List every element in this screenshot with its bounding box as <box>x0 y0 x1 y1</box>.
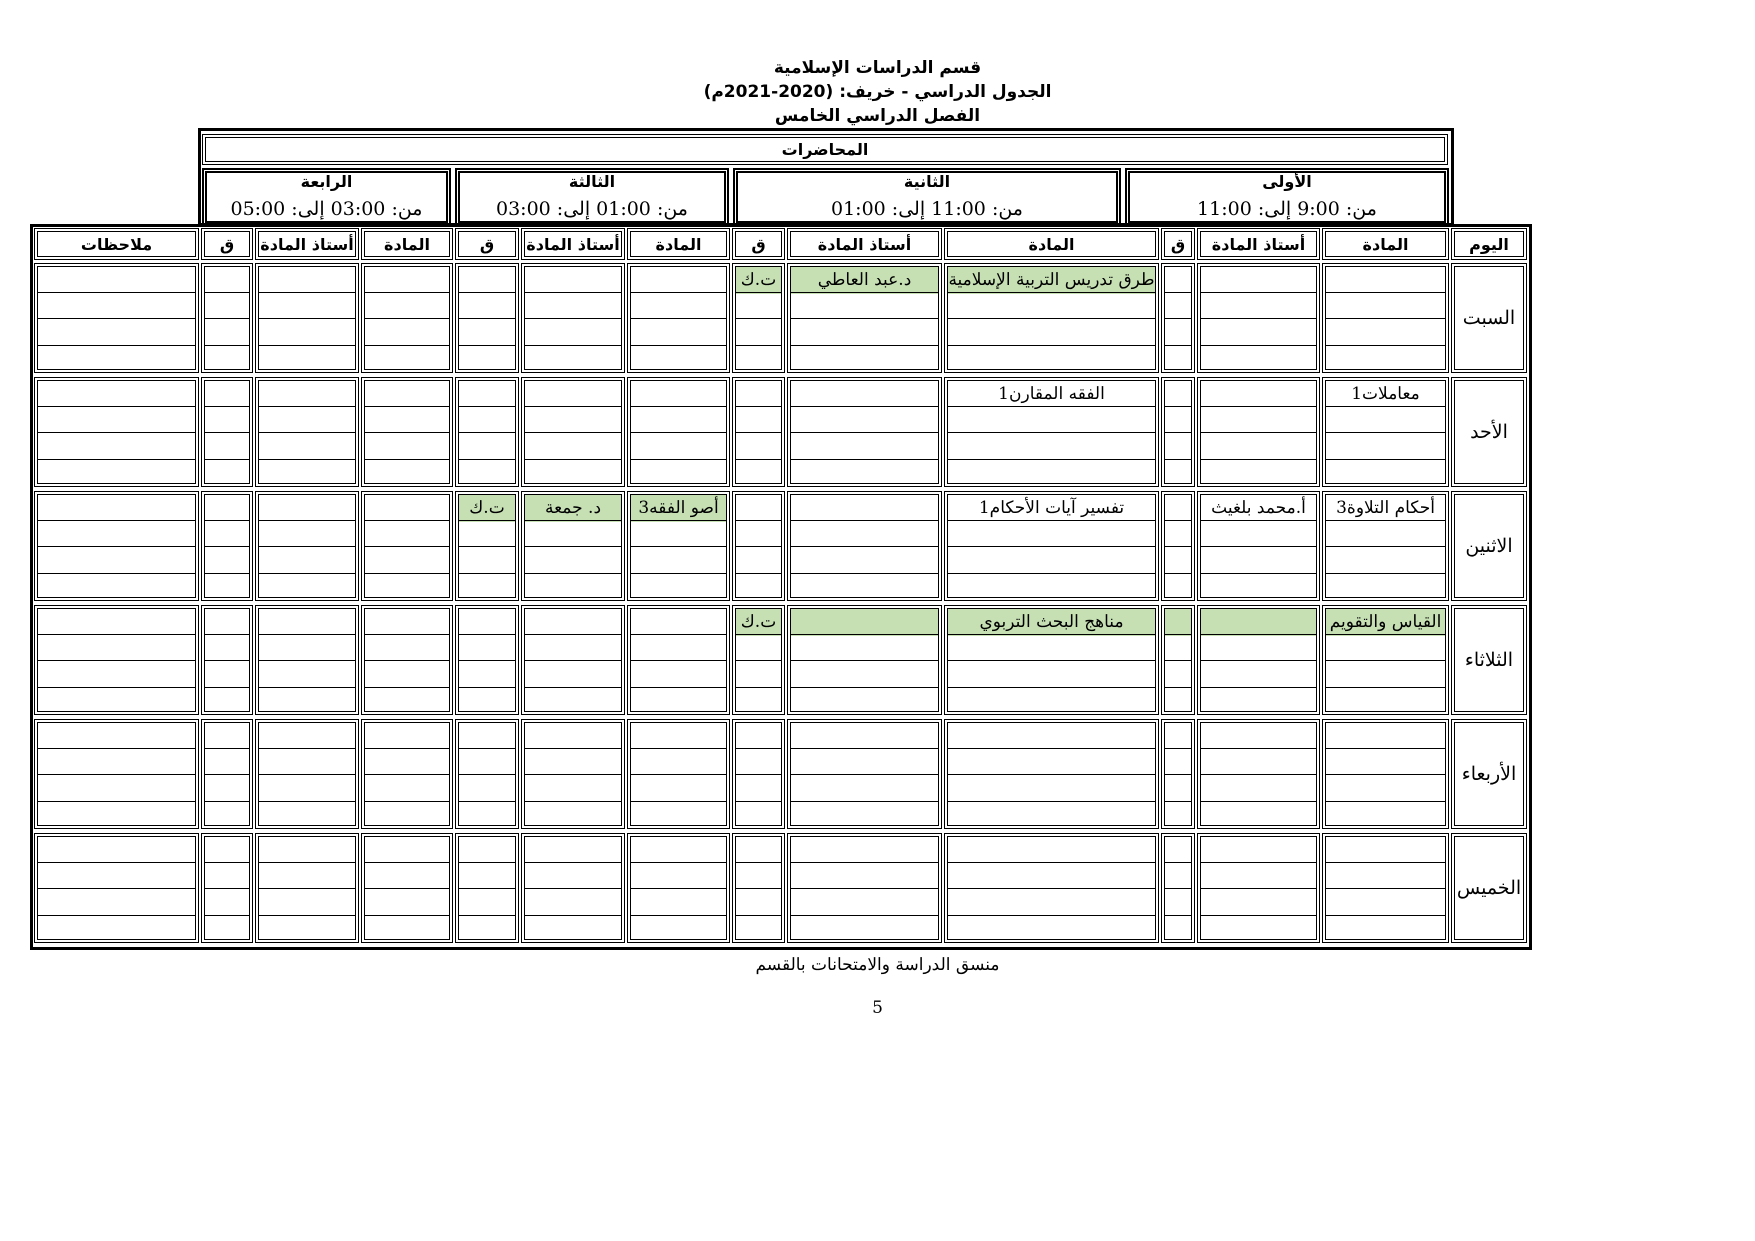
row-line <box>1326 573 1445 574</box>
row-line <box>631 573 726 574</box>
row-line <box>948 318 1155 319</box>
row-line <box>459 660 515 661</box>
row-line <box>736 546 781 547</box>
row-line <box>365 459 449 460</box>
column-header-room3: ق <box>455 228 519 260</box>
row-line <box>205 660 249 661</box>
row-line <box>38 459 195 460</box>
row-line <box>1165 862 1191 863</box>
row-line <box>631 687 726 688</box>
row-line <box>38 774 195 775</box>
column-header-teacher3: أستاذ المادة <box>521 228 625 260</box>
period-time-1: من: 9:00 إلى: 11:00 <box>1197 198 1377 220</box>
row-line <box>631 546 726 547</box>
period-name-4: الرابعة <box>300 172 353 191</box>
row-line <box>459 459 515 460</box>
row-line <box>459 888 515 889</box>
row-line <box>525 573 621 574</box>
row-line <box>1326 318 1445 319</box>
row-line <box>631 406 726 407</box>
day-name: الأحد <box>1470 421 1508 443</box>
row-line <box>205 862 249 863</box>
row-line <box>38 915 195 916</box>
day-name: السبت <box>1462 307 1516 329</box>
row-line <box>736 573 781 574</box>
row-line <box>1201 660 1316 661</box>
class-entry: أصو الفقه3 <box>638 498 719 519</box>
row-line <box>259 546 355 547</box>
row-line <box>1165 459 1191 460</box>
row-line <box>736 888 781 889</box>
row-line <box>459 318 515 319</box>
row-line <box>631 345 726 346</box>
row-line <box>791 748 938 749</box>
row-line <box>259 459 355 460</box>
row-line <box>791 573 938 574</box>
row-line <box>259 292 355 293</box>
row-line <box>365 634 449 635</box>
row-line <box>259 888 355 889</box>
row-line <box>948 748 1155 749</box>
semester-title: الفصل الدراسي الخامس <box>774 106 981 126</box>
row-line <box>948 915 1155 916</box>
row-line <box>1326 459 1445 460</box>
row-line <box>525 774 621 775</box>
column-header-room4: ق <box>201 228 253 260</box>
row-line <box>1165 634 1191 635</box>
row-line <box>1201 459 1316 460</box>
row-line <box>736 774 781 775</box>
column-header-subject3: المادة <box>627 228 730 260</box>
row-line <box>736 748 781 749</box>
row-line <box>459 432 515 433</box>
row-line <box>205 888 249 889</box>
row-line <box>1201 774 1316 775</box>
row-line <box>365 292 449 293</box>
coordinator-signature: منسق الدراسة والامتحانات بالقسم <box>755 955 1000 975</box>
department-title: قسم الدراسات الإسلامية <box>773 58 982 78</box>
row-line <box>365 687 449 688</box>
row-line <box>38 292 195 293</box>
row-line <box>791 432 938 433</box>
row-line <box>259 432 355 433</box>
row-line <box>205 573 249 574</box>
row-line <box>1326 546 1445 547</box>
row-line <box>1201 573 1316 574</box>
day-name: الاثنين <box>1465 535 1513 557</box>
row-line <box>1326 687 1445 688</box>
row-line <box>525 459 621 460</box>
row-line <box>459 774 515 775</box>
row-line <box>205 801 249 802</box>
row-line <box>631 634 726 635</box>
row-line <box>259 660 355 661</box>
row-line <box>365 406 449 407</box>
row-line <box>259 345 355 346</box>
period-time-2: من: 11:00 إلى: 01:00 <box>830 198 1023 220</box>
row-line <box>791 520 938 521</box>
row-line <box>365 862 449 863</box>
row-line <box>631 432 726 433</box>
row-line <box>525 292 621 293</box>
row-line <box>631 888 726 889</box>
class-entry: ت.ك <box>469 498 505 519</box>
row-line <box>791 660 938 661</box>
row-line <box>948 459 1155 460</box>
row-line <box>1326 888 1445 889</box>
row-line <box>205 748 249 749</box>
row-line <box>1326 862 1445 863</box>
row-line <box>631 459 726 460</box>
row-line <box>736 520 781 521</box>
row-line <box>1201 406 1316 407</box>
row-line <box>631 862 726 863</box>
row-line <box>205 432 249 433</box>
row-line <box>948 345 1155 346</box>
class-entry: أ.محمد بلغيث <box>1211 498 1306 519</box>
row-line <box>205 345 249 346</box>
period-time-3: من: 01:00 إلى: 03:00 <box>495 198 688 220</box>
page-number: 5 <box>872 998 883 1018</box>
row-line <box>1165 573 1191 574</box>
row-line <box>259 406 355 407</box>
row-line <box>459 292 515 293</box>
row-line <box>365 915 449 916</box>
row-line <box>459 406 515 407</box>
row-line <box>205 774 249 775</box>
period-name-3: الثالثة <box>568 172 616 191</box>
row-line <box>791 862 938 863</box>
row-line <box>259 573 355 574</box>
column-header-teacher1: أستاذ المادة <box>1197 228 1320 260</box>
row-line <box>1165 345 1191 346</box>
row-line <box>205 687 249 688</box>
row-line <box>38 573 195 574</box>
row-line <box>525 915 621 916</box>
row-line <box>791 345 938 346</box>
row-line <box>736 345 781 346</box>
row-line <box>525 345 621 346</box>
row-line <box>38 406 195 407</box>
row-line <box>631 318 726 319</box>
row-line <box>459 687 515 688</box>
class-entry: د.عبد العاطي <box>817 270 912 291</box>
row-line <box>1201 432 1316 433</box>
row-line <box>38 345 195 346</box>
row-line <box>525 748 621 749</box>
row-line <box>525 634 621 635</box>
row-line <box>205 634 249 635</box>
row-line <box>631 801 726 802</box>
row-line <box>1326 774 1445 775</box>
lectures-header: المحاضرات <box>202 134 1448 165</box>
row-line <box>1326 660 1445 661</box>
row-line <box>259 634 355 635</box>
row-line <box>1201 915 1316 916</box>
column-header-subject4: المادة <box>361 228 453 260</box>
row-line <box>736 687 781 688</box>
row-line <box>1165 774 1191 775</box>
row-line <box>1201 888 1316 889</box>
row-line <box>365 318 449 319</box>
row-line <box>1165 660 1191 661</box>
row-line <box>365 888 449 889</box>
row-line <box>948 862 1155 863</box>
row-line <box>736 660 781 661</box>
row-line <box>525 546 621 547</box>
column-header-room1: ق <box>1161 228 1195 260</box>
row-line <box>948 888 1155 889</box>
row-line <box>38 520 195 521</box>
row-line <box>259 915 355 916</box>
class-entry: تفسير آيات الأحكام1 <box>978 498 1125 519</box>
class-entry: أحكام التلاوة3 <box>1336 498 1435 519</box>
row-line <box>259 520 355 521</box>
row-line <box>1201 546 1316 547</box>
column-header-subject2: المادة <box>944 228 1159 260</box>
row-line <box>259 801 355 802</box>
row-line <box>631 774 726 775</box>
row-line <box>1165 748 1191 749</box>
class-entry: القياس والتقويم <box>1329 612 1442 633</box>
row-line <box>459 345 515 346</box>
row-line <box>38 687 195 688</box>
row-line <box>948 687 1155 688</box>
day-name: الأربعاء <box>1461 763 1517 785</box>
row-line <box>38 546 195 547</box>
row-line <box>1201 801 1316 802</box>
row-line <box>791 406 938 407</box>
row-line <box>38 318 195 319</box>
row-line <box>1326 915 1445 916</box>
row-line <box>525 862 621 863</box>
row-line <box>38 748 195 749</box>
row-line <box>365 520 449 521</box>
row-line <box>459 546 515 547</box>
row-line <box>205 318 249 319</box>
row-line <box>38 660 195 661</box>
row-line <box>205 520 249 521</box>
row-line <box>1165 915 1191 916</box>
row-line <box>459 801 515 802</box>
period-time-4: من: 03:00 إلى: 05:00 <box>230 198 423 220</box>
row-line <box>1326 432 1445 433</box>
row-line <box>1201 862 1316 863</box>
row-line <box>791 634 938 635</box>
row-line <box>259 318 355 319</box>
row-line <box>1165 318 1191 319</box>
row-line <box>736 915 781 916</box>
row-line <box>459 748 515 749</box>
row-line <box>525 687 621 688</box>
row-line <box>948 774 1155 775</box>
row-line <box>205 546 249 547</box>
row-line <box>1326 345 1445 346</box>
class-entry: معاملات1 <box>1351 384 1420 405</box>
row-line <box>1165 292 1191 293</box>
column-header-subject1: المادة <box>1322 228 1449 260</box>
row-line <box>38 801 195 802</box>
row-line <box>791 687 938 688</box>
row-line <box>948 801 1155 802</box>
row-line <box>1201 748 1316 749</box>
row-line <box>459 862 515 863</box>
schedule-table <box>33 140 1730 1067</box>
column-header-room2: ق <box>732 228 785 260</box>
row-line <box>1201 318 1316 319</box>
row-line <box>1165 432 1191 433</box>
row-line <box>365 432 449 433</box>
row-line <box>259 774 355 775</box>
row-line <box>365 774 449 775</box>
column-header-teacher4: أستاذ المادة <box>255 228 359 260</box>
row-line <box>205 292 249 293</box>
class-entry: د. جمعة <box>544 498 602 519</box>
row-line <box>205 459 249 460</box>
row-line <box>1165 406 1191 407</box>
day-name: الثلاثاء <box>1464 649 1514 671</box>
row-line <box>365 573 449 574</box>
row-line <box>948 660 1155 661</box>
row-line <box>365 748 449 749</box>
period-name-1: الأولى <box>1262 172 1312 191</box>
column-header-teacher2: أستاذ المادة <box>787 228 942 260</box>
row-line <box>791 318 938 319</box>
row-line <box>736 406 781 407</box>
row-line <box>1165 801 1191 802</box>
row-line <box>791 774 938 775</box>
row-line <box>38 634 195 635</box>
row-line <box>525 432 621 433</box>
row-line <box>525 406 621 407</box>
row-line <box>791 459 938 460</box>
row-line <box>948 546 1155 547</box>
period-name-2: الثانية <box>903 172 951 191</box>
row-line <box>525 318 621 319</box>
row-line <box>791 888 938 889</box>
row-line <box>525 801 621 802</box>
row-line <box>38 432 195 433</box>
row-line <box>459 573 515 574</box>
row-line <box>365 345 449 346</box>
day-name: الخميس <box>1456 877 1522 899</box>
class-entry: ت.ك <box>740 612 777 633</box>
row-line <box>38 888 195 889</box>
row-line <box>1326 292 1445 293</box>
row-line <box>631 292 726 293</box>
column-header-day: اليوم <box>1451 228 1527 260</box>
row-line <box>948 573 1155 574</box>
row-line <box>1326 801 1445 802</box>
row-line <box>259 862 355 863</box>
row-line <box>631 748 726 749</box>
row-line <box>736 459 781 460</box>
column-header-notes: ملاحظات <box>34 228 199 260</box>
row-line <box>459 634 515 635</box>
row-line <box>205 406 249 407</box>
row-line <box>205 915 249 916</box>
row-line <box>791 546 938 547</box>
row-line <box>259 748 355 749</box>
class-entry: ت.ك <box>740 270 777 291</box>
class-entry: طرق تدريس التربية الإسلامية <box>948 270 1155 291</box>
row-line <box>791 915 938 916</box>
row-line <box>365 801 449 802</box>
row-line <box>736 801 781 802</box>
row-line <box>1165 687 1191 688</box>
row-line <box>459 915 515 916</box>
row-line <box>1201 687 1316 688</box>
row-line <box>38 862 195 863</box>
row-line <box>365 546 449 547</box>
row-line <box>1165 888 1191 889</box>
row-line <box>736 862 781 863</box>
class-entry: مناهج البحث التربوي <box>979 612 1124 633</box>
row-line <box>736 432 781 433</box>
row-line <box>259 687 355 688</box>
row-line <box>791 801 938 802</box>
row-line <box>1201 345 1316 346</box>
row-line <box>1165 546 1191 547</box>
schedule-title: الجدول الدراسي - خريف: (2020-2021م) <box>703 82 1052 102</box>
row-line <box>1326 748 1445 749</box>
row-line <box>1165 520 1191 521</box>
row-line <box>525 660 621 661</box>
row-line <box>631 915 726 916</box>
class-entry: الفقه المقارن1 <box>998 384 1105 405</box>
row-line <box>631 660 726 661</box>
row-line <box>525 888 621 889</box>
row-line <box>1201 292 1316 293</box>
row-line <box>736 318 781 319</box>
row-line <box>365 660 449 661</box>
row-line <box>948 432 1155 433</box>
row-line <box>1201 634 1316 635</box>
